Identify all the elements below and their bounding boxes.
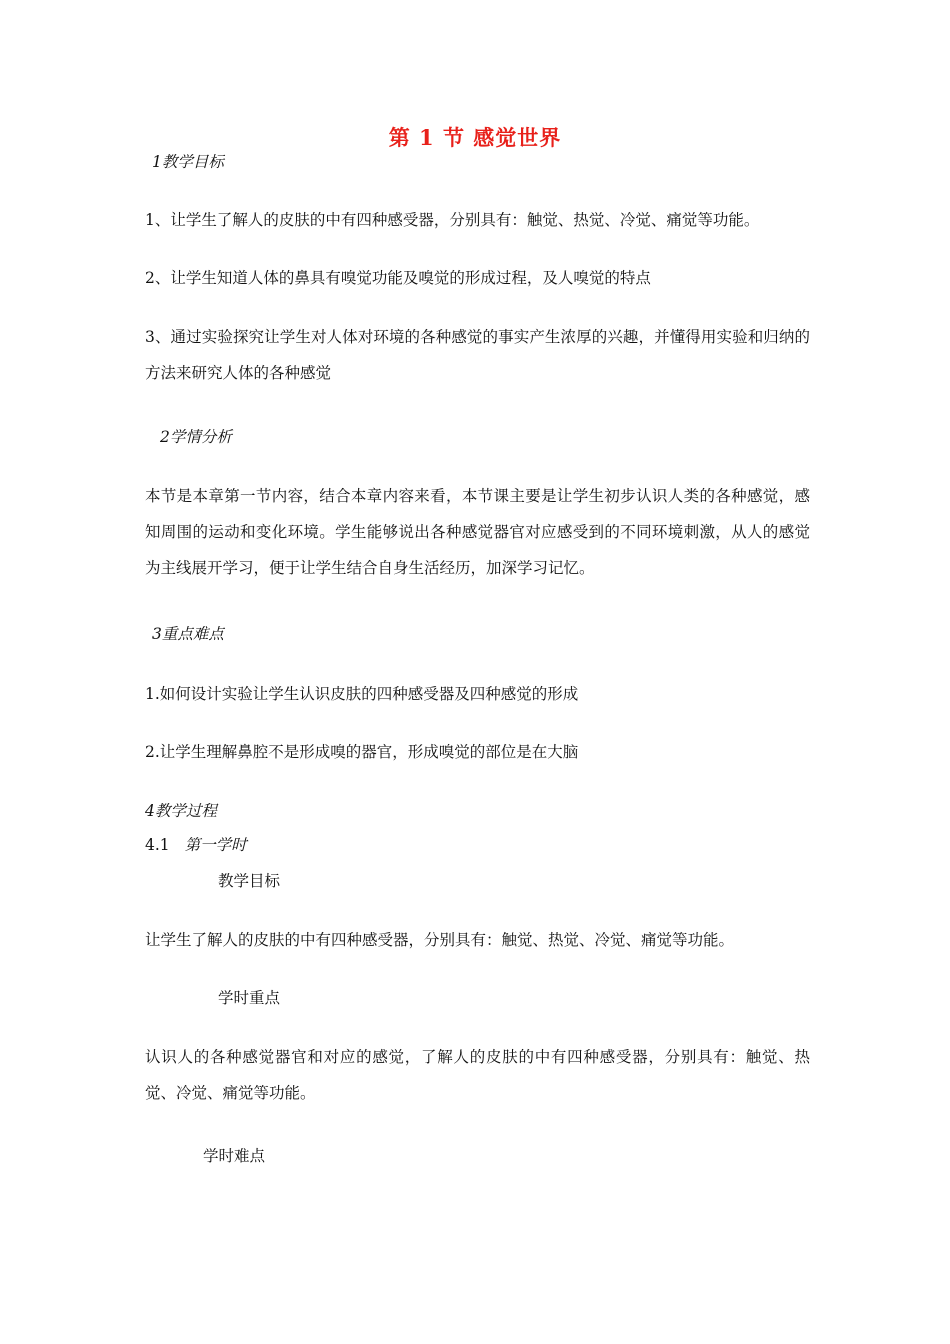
key-point-1: 1.如何设计实验让学生认识皮肤的四种感受器及四种感觉的形成 xyxy=(145,685,579,703)
subsection-title: 第一学时 xyxy=(184,836,247,854)
goal-item-1: 1、让学生了解人的皮肤的中有四种感受器，分别具有：触觉、热觉、冷觉、痛觉等功能。 xyxy=(145,211,760,229)
section-heading-key-difficult-points: 3重点难点 xyxy=(152,625,224,643)
section-heading-teaching-goals: 1教学目标 xyxy=(152,153,224,171)
page-title: 第 1 节 感觉世界 xyxy=(388,125,562,150)
section-heading-teaching-process: 4教学过程 xyxy=(145,802,217,820)
goal-item-2: 2、让学生知道人体的鼻具有嗅觉功能及嗅觉的形成过程，及人嗅觉的特点 xyxy=(145,269,651,287)
learner-analysis-paragraph: 本节是本章第一节内容，结合本章内容来看，本节课主要是让学生初步认识人类的各种感觉，感知周围的运动和变化环境。学生能够说出各种感觉器官对应感受到的不同环境刺激，从人的感觉为主线展开学习，便于让学生结合自身生活经历，加深学习记忆。 xyxy=(145,487,810,577)
subsection-heading xyxy=(145,834,247,856)
period-key-text: 认识人的各种感觉器官和对应的感觉，了解人的皮肤的中有四种感受器，分别具有：触觉、热觉、冷觉、痛觉等功能。 xyxy=(145,1048,810,1102)
period-goal-label: 教学目标 xyxy=(218,872,281,890)
key-point-2: 2.让学生理解鼻腔不是形成嗅的器官，形成嗅觉的部位是在大脑 xyxy=(145,743,579,761)
subsection-number: 4.1 xyxy=(145,836,170,854)
period-key-label: 学时重点 xyxy=(218,989,281,1007)
period-difficulty-label: 学时难点 xyxy=(203,1147,266,1165)
section-heading-learner-analysis: 2学情分析 xyxy=(160,428,232,446)
period-goal-text: 让学生了解人的皮肤的中有四种感受器，分别具有：触觉、热觉、冷觉、痛觉等功能。 xyxy=(145,931,735,949)
goal-item-3: 3、通过实验探究让学生对人体对环境的各种感觉的事实产生浓厚的兴趣，并懂得用实验和归纳的方法来研究人体的各种感觉 xyxy=(145,328,810,382)
